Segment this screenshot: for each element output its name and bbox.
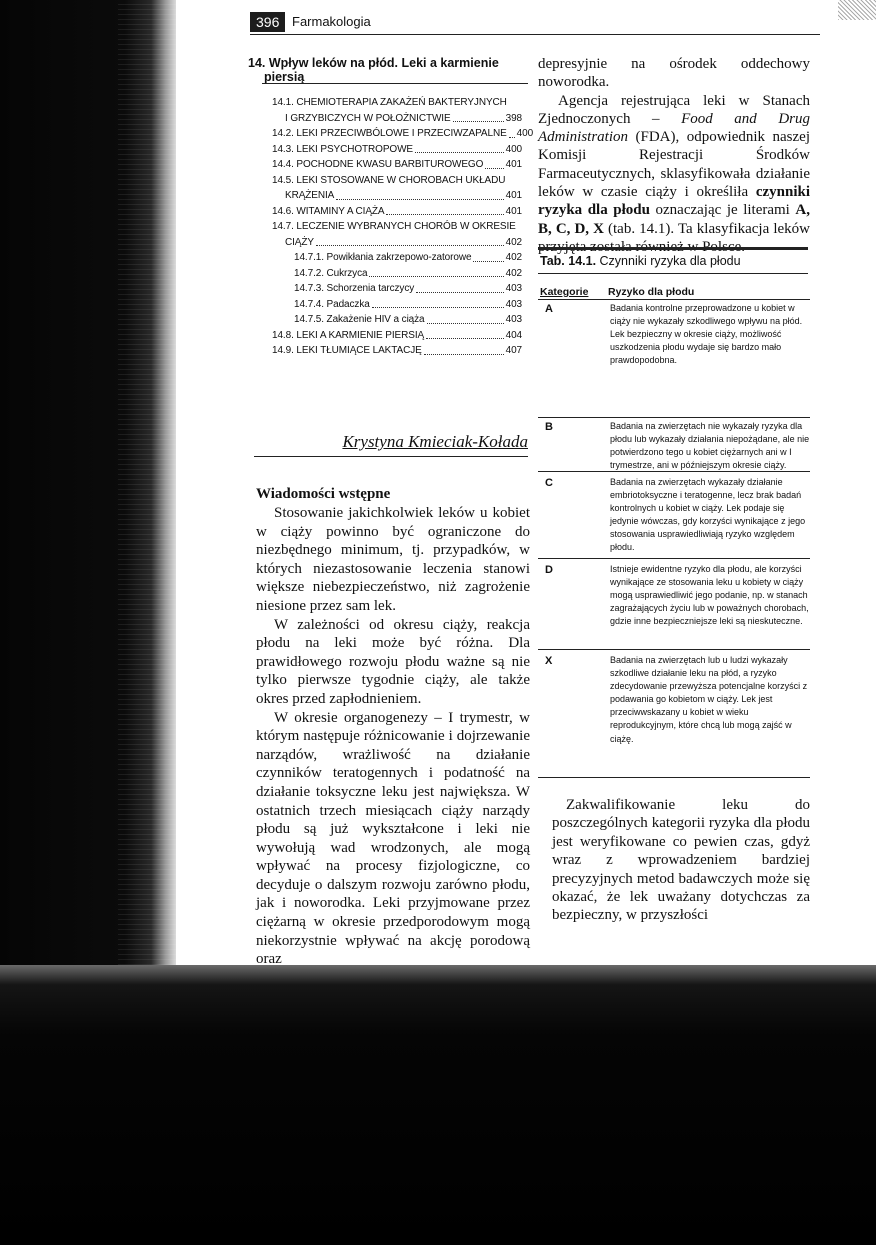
- toc-entry: [272, 173, 522, 189]
- scanner-shadow-bottom: [0, 965, 876, 1245]
- risk-description: Istnieje ewidentne ryzyko dla płodu, ale korzyści wynikające ze stosowania leku u kobiety w ciąży mogą usprawiedliwić jego podanie, np. w stanach zagrażających życiu lub w poważnych chorobach, gdzie inne bezpieczniejsze leki są nieskuteczne.: [610, 564, 809, 627]
- text-run: (FDA), odpowiednik naszej Komisji Rejestracji Środków Farmaceutycznych, sklasyfikowała działanie leków w czasie ciąży i określiła: [538, 129, 810, 201]
- divider: [538, 299, 810, 300]
- toc-entry: [272, 235, 522, 251]
- risk-category: D: [545, 564, 553, 576]
- table-row-divider: [538, 649, 810, 650]
- table-row-divider: [538, 417, 810, 418]
- toc-entry-page: 400: [505, 143, 522, 155]
- toc-entry-page: 400: [516, 128, 534, 139]
- toc-leader: [369, 276, 503, 277]
- text-run: oznaczając je literami: [649, 202, 796, 219]
- divider: [254, 456, 528, 457]
- toc-leader: [473, 261, 503, 262]
- toc-leader: [336, 199, 503, 200]
- risk-description: Badania kontrolne przeprowadzone u kobiet w ciąży nie wykazały szkodliwego wpływu na płód. Lek bezpieczny w okresie ciąży, możliwość uszkodzenia płodu wydaje się bardzo mało prawdopodobna.: [610, 303, 803, 366]
- toc-entry: [272, 204, 522, 220]
- toc-entry-page: 403: [505, 298, 522, 310]
- toc-leader: [386, 214, 503, 215]
- chapter-title-line1: 14. Wpływ leków na płód. Leki a karmienie: [248, 56, 499, 70]
- toc-entry: [272, 343, 522, 359]
- section-heading: Wiadomości wstępne: [256, 486, 391, 502]
- right-column-text: [538, 55, 810, 256]
- table-title: Czynniki ryzyka dla płodu: [599, 254, 741, 268]
- page-number: 396: [250, 12, 285, 32]
- toc-entry: [272, 297, 522, 313]
- toc-entry: [272, 188, 522, 204]
- toc-entry-page: 407: [505, 345, 522, 356]
- toc-entry-label: 14.5. LEKI STOSOWANE W CHOROBACH UKŁADU: [272, 174, 506, 186]
- toc-leader: [427, 323, 504, 324]
- text-run: Agencja rejestrująca leki w Stanach Zjednoczonych –: [538, 92, 810, 127]
- toc-entry-page: 401: [505, 190, 522, 201]
- toc-leader: [453, 121, 504, 122]
- toc-entry-page: 402: [505, 252, 522, 263]
- toc-entry-page: 401: [505, 159, 522, 170]
- toc-entry-page: 402: [505, 236, 522, 248]
- toc-entry-page: 402: [505, 267, 522, 279]
- table-number: Tab. 14.1.: [540, 254, 597, 268]
- emphasis: A, B, C, D, X: [538, 202, 810, 237]
- toc-entry: [272, 312, 522, 328]
- toc-entry-label: 14.6. WITAMINY A CIĄŻA: [272, 205, 385, 217]
- toc-entry: [272, 111, 522, 127]
- toc-entry: [272, 219, 522, 235]
- toc-entry: [272, 266, 522, 282]
- toc-entry: [272, 281, 522, 297]
- author-name: Krystyna Kmieciak-Kołada: [342, 432, 528, 451]
- risk-description: Badania na zwierzętach wykazały działanie embriotoksyczne i teratogenne, lecz brak badań kontrolnych u kobiet w ciąży. Lek podaje się jedynie wówczas, gdy korzyści wynikające z jego stosowania usprawiedliwiają ryzyko względem płodu.: [610, 477, 806, 553]
- toc-leader: [316, 245, 504, 246]
- emphasis: czynniki ryzyka dla płodu: [538, 184, 810, 219]
- scanner-noise: [118, 0, 178, 1000]
- toc-entry: [272, 157, 522, 173]
- risk-category: X: [545, 655, 553, 667]
- toc-entry-page: 404: [505, 329, 522, 341]
- toc-entry-label: 14.7.5. Zakażenie HIV a ciąża: [294, 314, 425, 325]
- paragraph: depresyjnie na ośrodek oddechowy noworodka.: [538, 56, 810, 91]
- toc-entry-page: 398: [505, 112, 522, 124]
- toc-entry-label: CIĄŻY: [285, 236, 314, 248]
- table-caption: [540, 254, 741, 268]
- toc-leader: [415, 152, 504, 153]
- toc-entry: [272, 126, 534, 142]
- table-row-divider: [538, 777, 810, 778]
- table-row-divider: [538, 471, 810, 472]
- toc-entry-page: 403: [505, 314, 522, 325]
- toc-entry-label: 14.7.1. Powikłania zakrzepowo-zatorowe: [294, 252, 472, 263]
- agency-name: Food and Drug Administration: [538, 110, 810, 146]
- toc-entry: [272, 142, 522, 158]
- paragraph: W okresie organogenezy – I trymestr, w którym następuje różnicowanie i dojrzewanie narządów, wrażliwość na działanie czynników teratogennych i podatność na działanie toksyczne leku jest największa. W ostatnich trzech miesiącach ciąży narządy płodu są już wykształcone i leki nie wywołują wad wrodzonych, ale mogą wpływać na procesy fizjologiczne, co decyduje o dalszym rozwoju zarówno płodu, jak i noworodka. Leki przyjmowane przez ciężarną w okresie przedporodowym mogą niekorzystnie wpływać na akcję porodową oraz: [256, 709, 530, 968]
- toc-entry-label: 14.7. LECZENIE WYBRANYCH CHORÓB W OKRESIE: [272, 221, 516, 232]
- paragraph: Stosowanie jakichkolwiek leków u kobiet w ciąży powinno być ograniczone do niezbędnego minimum, tj. przypadków, w których niezastosowanie leczenia stanowi większe niebezpieczeństwo, niż zagrożenie niesione przez sam lek.: [256, 505, 530, 614]
- column-header-category: Kategorie: [540, 286, 589, 298]
- toc-entry: [272, 328, 522, 344]
- toc-entry-label: 14.7.4. Padaczka: [294, 298, 370, 310]
- chapter-title-line2: piersią: [264, 70, 305, 84]
- toc-entry-label: 14.4. POCHODNE KWASU BARBITUROWEGO: [272, 159, 484, 170]
- paragraph: [538, 92, 810, 257]
- table-of-contents: [272, 95, 534, 359]
- toc-entry-label: 14.1. CHEMIOTERAPIA ZAKAŻEŃ BAKTERYJNYCH: [272, 97, 507, 108]
- divider: [262, 83, 528, 84]
- toc-leader: [372, 307, 504, 308]
- toc-entry-page: 403: [505, 283, 522, 294]
- risk-category: C: [545, 477, 553, 489]
- risk-category: A: [545, 303, 553, 315]
- table-row-divider: [538, 558, 810, 559]
- toc-entry-label: 14.7.3. Schorzenia tarczycy: [294, 283, 415, 294]
- table-top-rule: [538, 247, 808, 250]
- risk-category: B: [545, 421, 553, 433]
- risk-description: Badania na zwierzętach lub u ludzi wykazały szkodliwe działanie leku na płód, a ryzyko zdecydowanie przewyższa potencjalne korzyści z podawania go kobietom w ciąży. Lek jest przeciwwskazany u kobiet w wieku reprodukcyjnym, które chcą lub mogą zajść w ciążę.: [610, 655, 808, 744]
- paragraph: W zależności od okresu ciąży, reakcja płodu na leki może być różna. Dla prawidłowego rozwoju płodu ważne są nie tylko pierwsze tygodnie ciąży, ale także okres przed zapłodnieniem.: [256, 616, 530, 707]
- paragraph: Zakwalifikowanie leku do poszczególnych kategorii ryzyka dla płodu jest weryfikowane co pewien czas, gdyż wraz z wprowadzeniem bardziej precyzyjnych metod badawczych może się okazać, że lek uważany dotychczas za bezpieczny, w przyszłości: [552, 797, 810, 924]
- divider: [538, 273, 808, 274]
- toc-leader: [416, 292, 503, 293]
- running-title: Farmakologia: [292, 14, 371, 29]
- toc-leader: [426, 338, 504, 339]
- toc-entry: [272, 95, 522, 111]
- toc-entry-label: 14.8. LEKI A KARMIENIE PIERSIĄ: [272, 329, 425, 341]
- running-header: [250, 12, 820, 35]
- toc-entry-label: 14.3. LEKI PSYCHOTROPOWE: [272, 143, 413, 155]
- toc-entry: [272, 250, 522, 266]
- toc-leader: [509, 137, 515, 138]
- column-header-risk: Ryzyko dla płodu: [608, 286, 695, 298]
- toc-entry-page: 401: [505, 205, 522, 217]
- toc-leader: [485, 168, 503, 169]
- toc-entry-label: KRĄŻENIA: [285, 190, 335, 201]
- toc-entry-label: 14.2. LEKI PRZECIWBÓLOWE I PRZECIWZAPALNE: [272, 128, 507, 139]
- left-column-text: [256, 504, 530, 969]
- risk-description: Badania na zwierzętach nie wykazały ryzyka dla płodu lub wykazały działania niepożądane, ale nie potwierdzono tego u kobiet ciężarnych ani w I trymestrze, ani w późniejszym okresie ciąży.: [610, 421, 810, 471]
- toc-entry-label: I GRZYBICZYCH W POŁOŻNICTWIE: [285, 112, 451, 124]
- text-run: (tab. 14.1). Ta klasyfikacja leków przyjęta została również w Polsce.: [538, 220, 810, 255]
- toc-entry-label: 14.7.2. Cukrzyca: [294, 267, 368, 279]
- right-column-text-lower: [552, 796, 810, 925]
- toc-entry-label: 14.9. LEKI TŁUMIĄCE LAKTACJĘ: [272, 345, 422, 356]
- scanner-corner-noise: [838, 0, 876, 20]
- chapter-title: [248, 56, 528, 84]
- toc-leader: [424, 354, 504, 355]
